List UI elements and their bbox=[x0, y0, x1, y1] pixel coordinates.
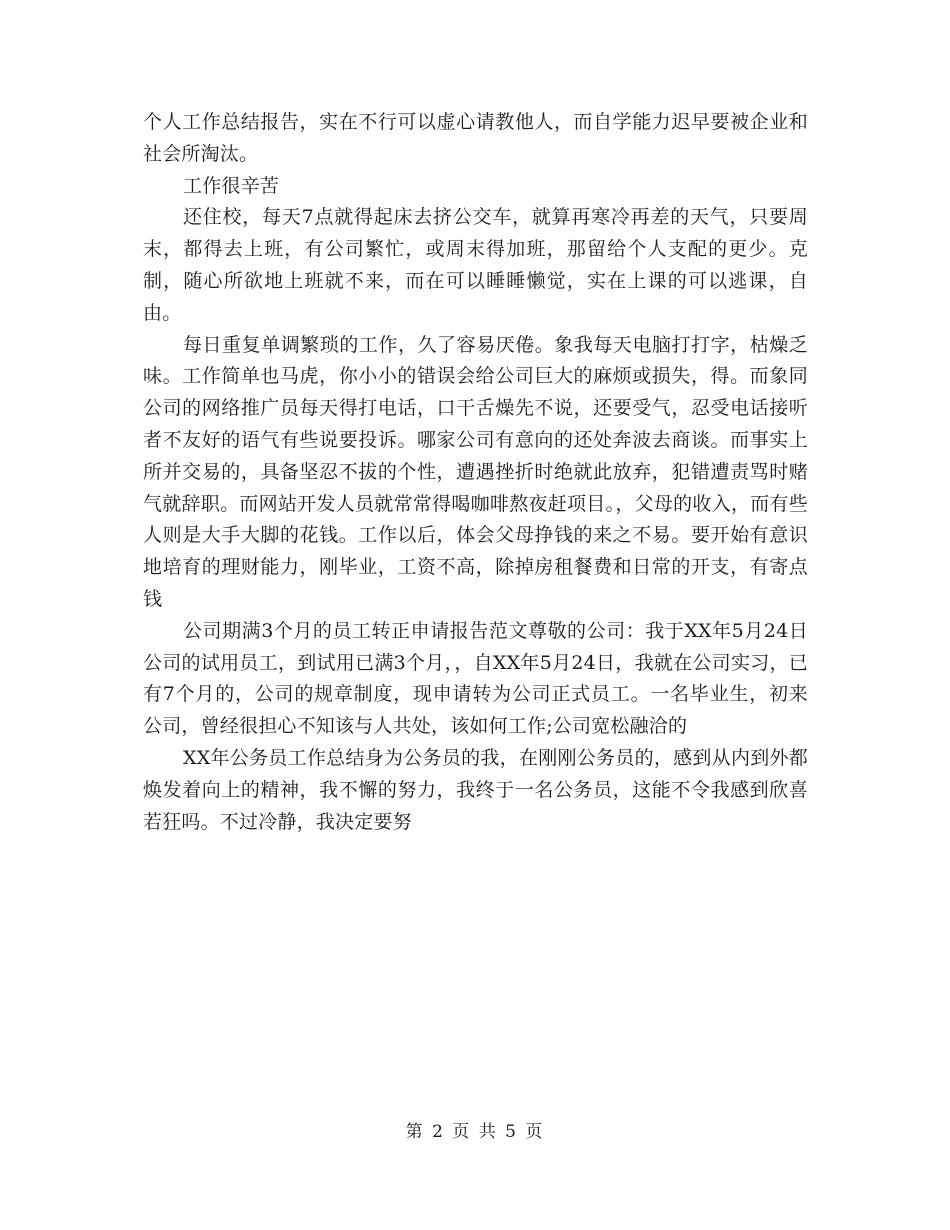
paragraph: 个人工作总结报告，实在不行可以虚心请教他人，而自学能力迟早要被企业和社会所淘汰。 bbox=[143, 111, 808, 165]
paragraph: 每日重复单调繁琐的工作，久了容易厌倦。象我每天电脑打打字，枯燥乏味。工作简单也马虎，你小小的错误会给公司巨大的麻烦或损失，得。而象同公司的网络推广员每天得打电话，口干舌燥先不说，还要受气，忍受电话接听者不友好的语气有些说要投诉。哪家公司有意向的还处奔波去商谈。而事实上所并交易的，具备坚忍不拔的个性，遭遇挫折时绝就此放弃，犯错遭责骂时赌气就辞职。而网站开发人员就常常得喝咖啡熬夜赶项目。，父母的收入，而有些人则是大手大脚的花钱。工作以后，体会父母挣钱的来之不易。要开始有意识地培育的理财能力，刚毕业，工资不高，除掉房租餐费和日常的开支，有寄点钱 bbox=[143, 333, 808, 610]
page-number-footer: 第 2 页 共 5 页 bbox=[405, 1122, 545, 1142]
document-body bbox=[143, 107, 808, 838]
paragraph: XX年公务员工作总结身为公务员的我，在刚刚公务员的，感到从内到外都焕发着向上的精神，我不懈的努力，我终于一名公务员，这能不令我感到欣喜若狂吗。不过冷静，我决定要努 bbox=[143, 746, 808, 833]
paragraph: 公司期满3个月的员工转正申请报告范文尊敬的公司：我于XX年5月24日公司的试用员工，到试用已满3个月，，自XX年5月24日，我就在公司实习，已有7个月的，公司的规章制度，现申请转为公司正式员工。一名毕业生，初来公司，曾经很担心不知该与人共处，该如何工作;公司宽松融洽的 bbox=[143, 619, 808, 738]
section-heading: 工作很辛苦 bbox=[183, 174, 280, 197]
paragraph: 还住校，每天7点就得起床去挤公交车，就算再寒冷再差的天气，只要周末，都得去上班，有公司繁忙，或周末得加班，那留给个人支配的更少。克制，随心所欲地上班就不来，而在可以睡睡懒觉，实在上课的可以逃课，自由。 bbox=[143, 206, 808, 324]
